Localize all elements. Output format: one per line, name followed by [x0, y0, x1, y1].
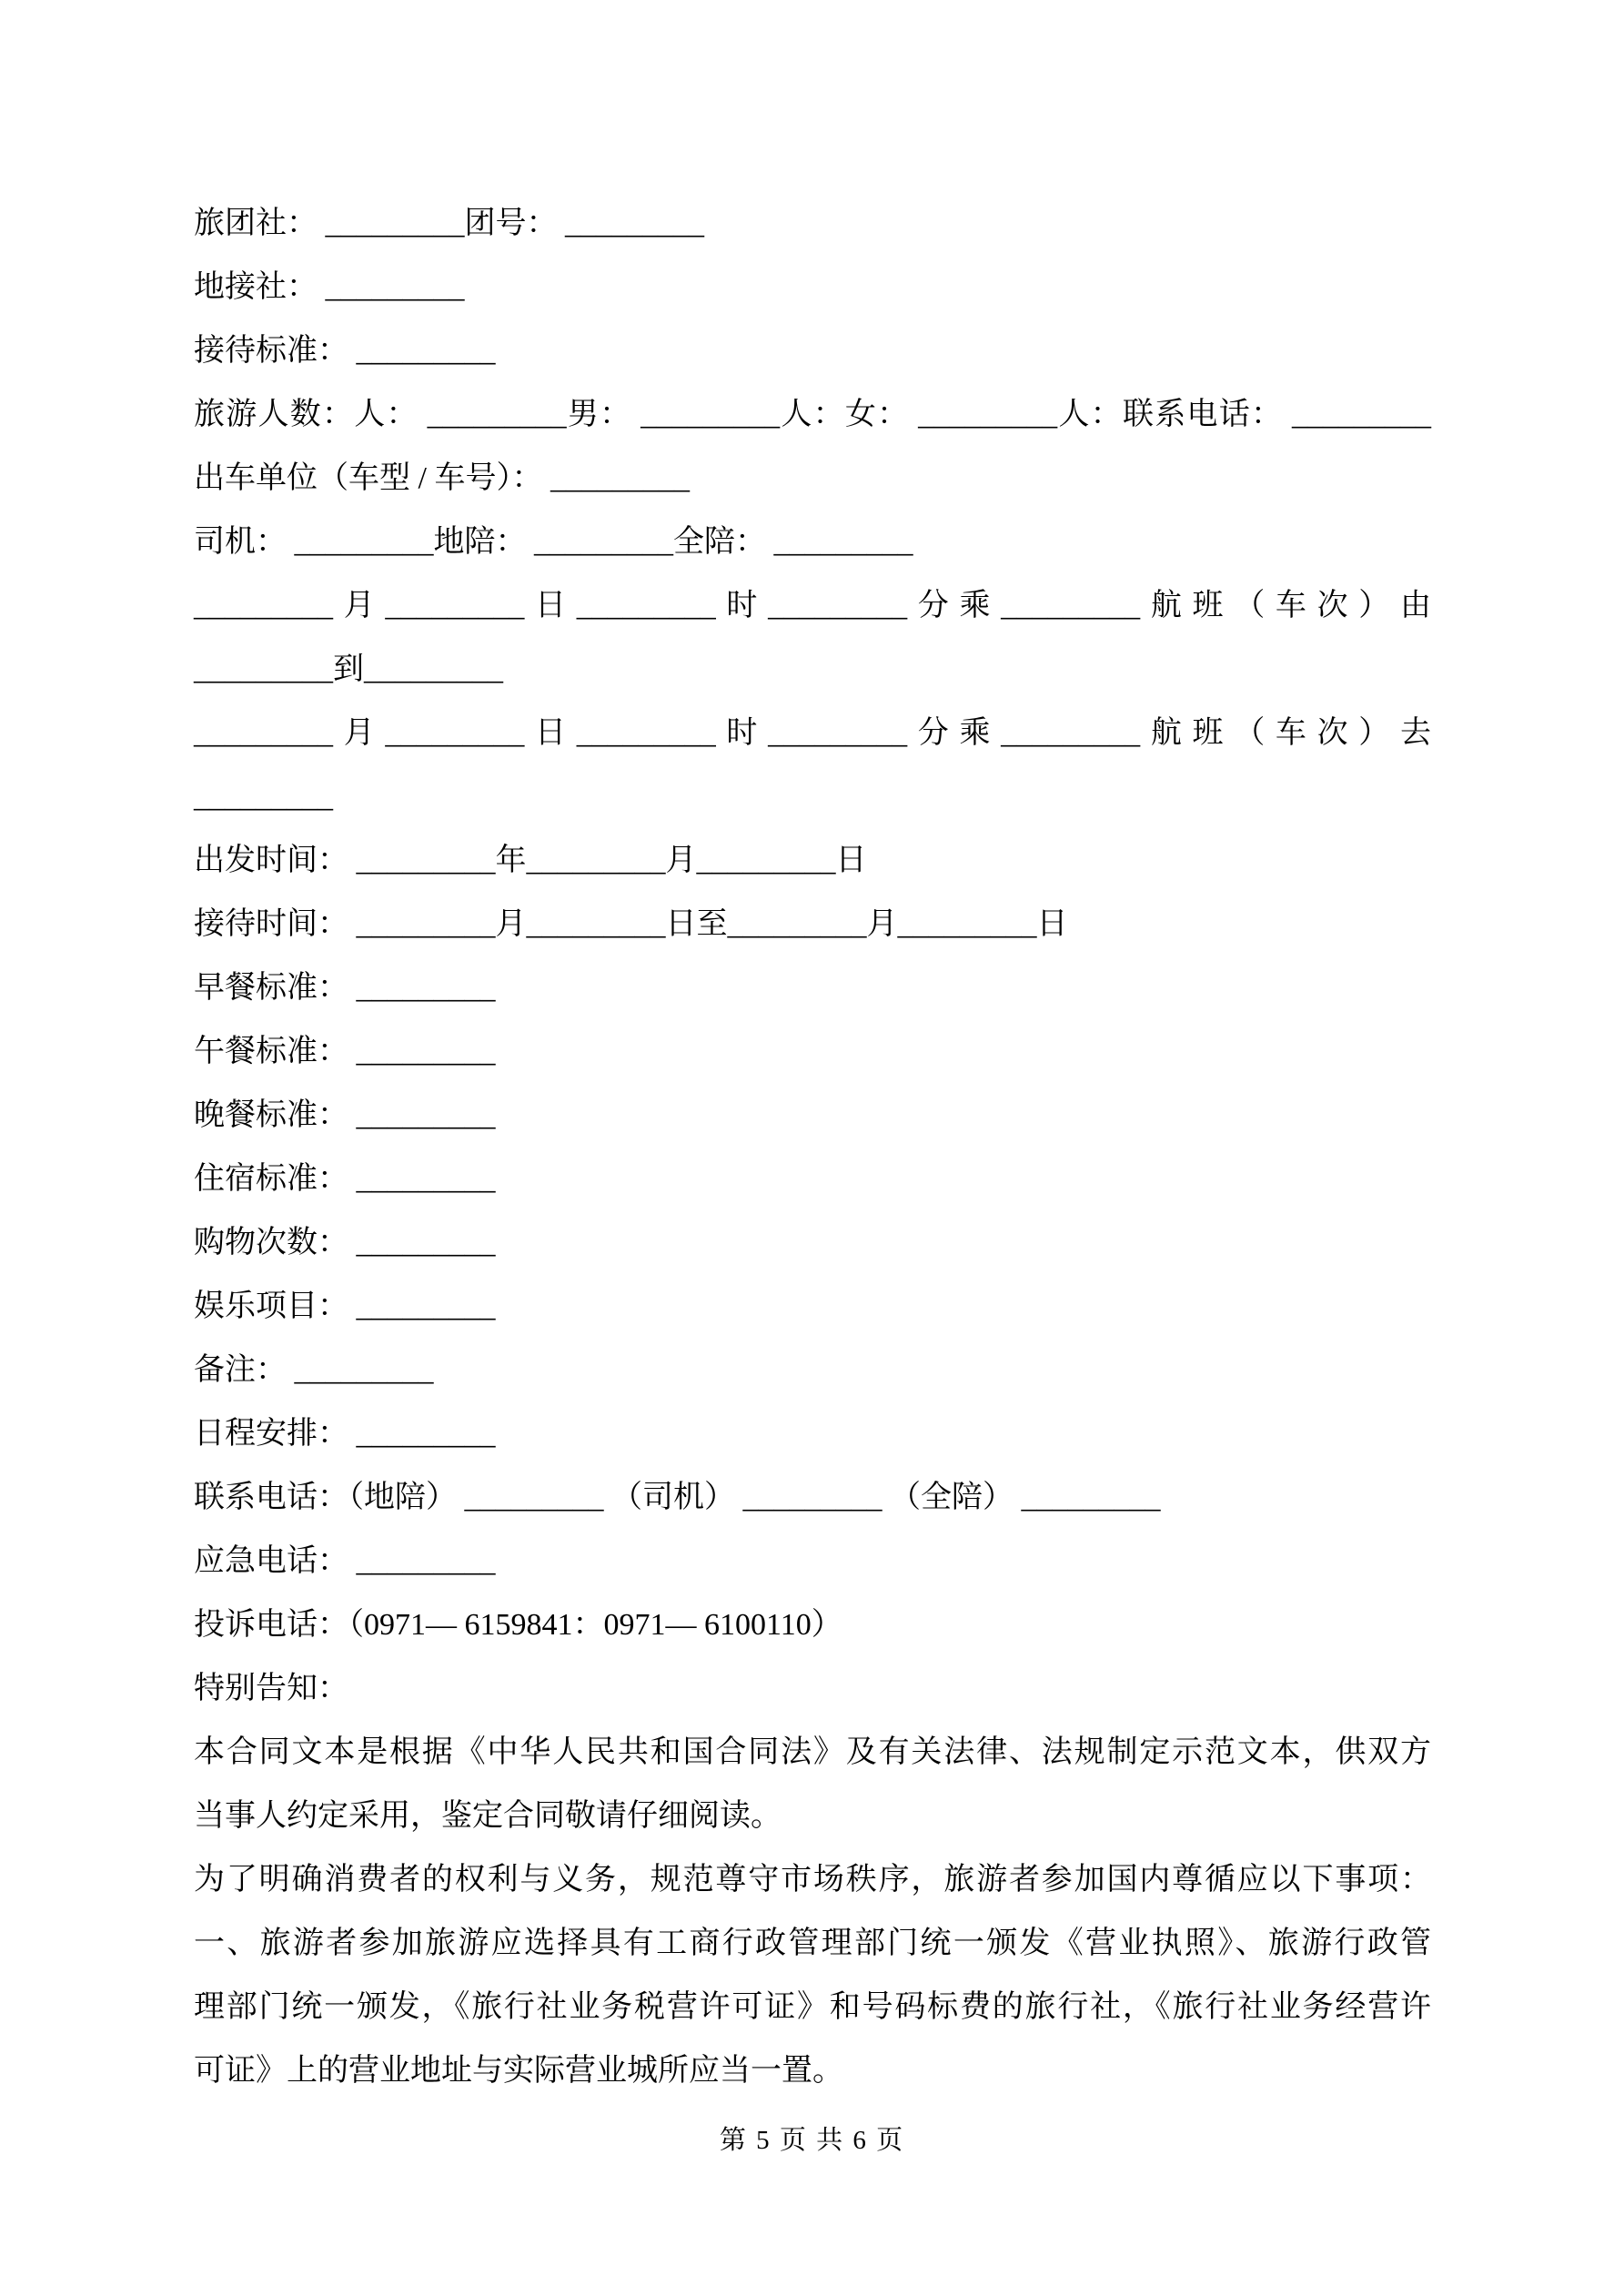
field-reception-standard: 接待标准： _________	[194, 334, 496, 368]
notice-para2: 为了明确消费者的权利与义务，规范尊守市场秩序，旅游者参加国内尊循应以下事项：	[194, 1863, 1431, 1896]
field-remarks: 备注： _________	[194, 1353, 434, 1387]
field-reception-time: 接待时间： _________月_________日至_________月_________日	[194, 907, 1068, 941]
field-lodging-standard: 住宿标准： _________	[194, 1162, 496, 1196]
field-flight-destination-blank: _________	[194, 780, 333, 814]
field-vehicle-unit: 出车单位（车型 / 车号）： _________	[194, 461, 690, 495]
field-local-agency: 地接社： _________	[194, 270, 465, 304]
notice-item1-line3: 可证》上的营业地址与实际营业城所应当一置。	[194, 2054, 843, 2088]
field-contact-phones: 联系电话：（地陪） _________ （司机） _________ （全陪） _________	[194, 1481, 1161, 1514]
notice-item1-line1: 一、旅游者参加旅游应选择具有工商行政管理部门统一颁发《营业执照》、旅游行政管	[194, 1927, 1431, 1960]
field-itinerary: 日程安排： _________	[194, 1417, 496, 1451]
page-footer: 第 5 页 共 6 页	[719, 2126, 905, 2155]
field-tourist-count: 旅游人数：人： _________男： _________人：女： _________人：联系电话： _________	[194, 398, 1431, 431]
notice-para1-line1: 本合同文本是根据《中华人民共和国合同法》及有关法律、法规制定示范文本，供双方	[194, 1735, 1431, 1769]
contract-form-body	[194, 192, 1431, 2103]
field-from-to: _________到_________	[194, 652, 503, 686]
field-dinner-standard: 晚餐标准： _________	[194, 1098, 496, 1132]
notice-heading: 特别告知：	[194, 1672, 348, 1705]
field-entertainment-items: 娱乐项目： _________	[194, 1290, 496, 1323]
field-departure-flight: _________月_________日_________时_________分乘_________航班（车次）去	[194, 716, 1431, 750]
notice-para1-line2: 当事人约定采用，鉴定合同敬请仔细阅读。	[194, 1799, 782, 1833]
field-arrival-flight: _________月_________日_________时_________分乘_________航班（车次）由	[194, 589, 1431, 622]
field-group-agency: 旅团社： _________团号： _________	[194, 207, 704, 240]
field-emergency-phone: 应急电话： _________	[194, 1544, 496, 1578]
notice-item1-line2: 理部门统一颁发，《旅行社业务税营许可证》和号码标费的旅行社，《旅行社业务经营许	[194, 1990, 1431, 2024]
field-driver-and-guides: 司机： _________地陪： _________全陪： _________	[194, 525, 913, 559]
field-shopping-count: 购物次数： _________	[194, 1226, 496, 1259]
field-lunch-standard: 午餐标准： _________	[194, 1035, 496, 1068]
field-breakfast-standard: 早餐标准： _________	[194, 971, 496, 1005]
field-departure-time: 出发时间： _________年_________月_________日	[194, 844, 867, 877]
field-complaint-phone: 投诉电话：（0971— 6159841：0971— 6100110）	[194, 1608, 842, 1642]
